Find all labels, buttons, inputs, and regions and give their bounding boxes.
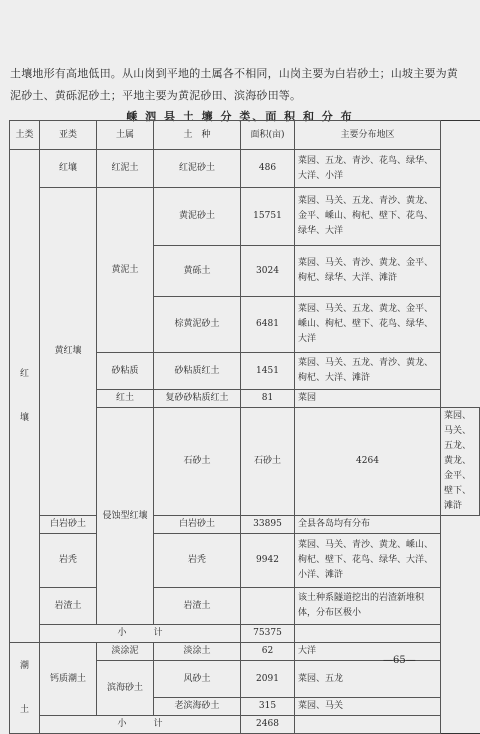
area-cell: 33895	[241, 516, 295, 534]
header-soil-class: 土类	[10, 121, 40, 150]
header-genus: 土属	[97, 121, 154, 150]
header-area: 面积(亩)	[241, 121, 295, 150]
species-cell: 红泥砂土	[154, 150, 241, 188]
genus-cell: 黄泥土	[97, 188, 154, 353]
soil-class-red: 红 壤	[10, 150, 40, 643]
table-row	[10, 188, 480, 246]
table-title: 嵊 泗 县 土 壤 分 类、面 积 和 分 布	[126, 110, 354, 123]
species-cell: 砂粘质红土	[154, 353, 241, 390]
species-cell: 黄砾土	[154, 246, 241, 297]
genus-cell: 砂粘质	[97, 353, 154, 390]
subtotal-area: 75375	[241, 625, 295, 643]
table-row	[10, 588, 480, 625]
distribution-cell: 菜园、马关、五龙、青沙、黄龙、枸杞、大洋、滩浒	[295, 353, 441, 390]
subtotal-label: 小 计	[40, 716, 241, 734]
distribution-cell: 菜园、马关	[295, 698, 441, 716]
subtotal-row	[10, 716, 480, 734]
genus-cell: 岩渣土	[40, 588, 97, 625]
subclass-cell: 钙质潮土	[40, 643, 97, 716]
genus-cell: 淡涂泥	[97, 643, 154, 661]
species-cell: 岩秃	[154, 534, 241, 588]
table-row	[10, 534, 480, 588]
table-header-row	[10, 121, 480, 150]
genus-cell: 石砂土	[154, 408, 241, 516]
distribution-cell: 菜园、马关、青沙、黄龙、金平、枸杞、绿华、大洋、滩浒	[295, 246, 441, 297]
area-cell: 315	[241, 698, 295, 716]
area-cell: 2091	[241, 661, 295, 698]
area-cell: 62	[241, 643, 295, 661]
soil-class-tidal: 潮 土	[10, 643, 40, 734]
distribution-cell: 该土种系隧道挖出的岩渣新堆积体，分布区极小	[295, 588, 441, 625]
page-number: —65—	[383, 655, 416, 666]
species-cell: 风砂土	[154, 661, 241, 698]
subclass-cell: 侵蚀型红壤	[97, 408, 154, 625]
species-cell: 老滨海砂土	[154, 698, 241, 716]
species-cell: 淡涂土	[154, 643, 241, 661]
distribution-cell: 菜园、五龙	[295, 661, 441, 698]
area-cell: 3024	[241, 246, 295, 297]
distribution-cell: 菜园	[295, 390, 441, 408]
species-cell: 棕黄泥砂土	[154, 297, 241, 353]
table-row	[10, 150, 480, 188]
header-species: 土 种	[154, 121, 241, 150]
distribution-cell: 菜园、马关、五龙、青沙、黄龙、金平、嵊山、枸杞、壁下、花鸟、绿华、大洋	[295, 188, 441, 246]
genus-cell: 红土	[97, 390, 154, 408]
species-cell: 岩渣土	[154, 588, 241, 625]
area-cell: 9942	[241, 534, 295, 588]
distribution-cell: 菜园、马关、青沙、黄龙、嵊山、枸杞、壁下、花鸟、绿华、大洋、小洋、滩浒	[295, 534, 441, 588]
area-cell: 1451	[241, 353, 295, 390]
table-row	[10, 516, 480, 534]
area-cell: 486	[241, 150, 295, 188]
soil-classification-table	[9, 120, 480, 734]
distribution-cell: 大洋	[295, 643, 441, 661]
area-cell: 81	[241, 390, 295, 408]
distribution-cell: 菜园、马关、五龙、黄龙、金平、嵊山、枸杞、壁下、花鸟、绿华、大洋	[295, 297, 441, 353]
area-cell: 6481	[241, 297, 295, 353]
area-cell: 4264	[295, 408, 441, 516]
genus-cell: 滨海砂土	[97, 661, 154, 716]
subtotal-area: 2468	[241, 716, 295, 734]
species-cell: 石砂土	[241, 408, 295, 516]
distribution-cell: 菜园、五龙、青沙、花鸟、绿华、大洋、小洋	[295, 150, 441, 188]
species-cell: 白岩砂土	[154, 516, 241, 534]
header-subclass: 亚类	[40, 121, 97, 150]
species-cell: 黄泥砂土	[154, 188, 241, 246]
genus-cell: 岩秃	[40, 534, 97, 588]
intro-paragraph: 土壤地形有高地低田。从山岗到平地的土属各不相同，山岗主要为白岩砂土；山坡主要为黄泥砂土、黄砾泥砂土；平地主要为黄泥砂田、滨海砂田等。	[10, 67, 458, 102]
header-distribution: 主要分布地区	[295, 121, 441, 150]
genus-cell: 红泥土	[97, 150, 154, 188]
subclass-cell: 黄红壤	[40, 188, 97, 516]
soil-table-wrapper	[9, 120, 480, 734]
subtotal-row	[10, 625, 480, 643]
area-cell	[241, 588, 295, 625]
genus-cell: 白岩砂土	[40, 516, 97, 534]
distribution-cell: 菜园、马关、五龙、黄龙、金平、壁下、滩浒	[441, 408, 480, 516]
species-cell: 复砂砂粘质红土	[154, 390, 241, 408]
subclass-cell: 红壤	[40, 150, 97, 188]
area-cell: 15751	[241, 188, 295, 246]
distribution-cell: 全县各岛均有分布	[295, 516, 441, 534]
subtotal-label: 小 计	[40, 625, 241, 643]
